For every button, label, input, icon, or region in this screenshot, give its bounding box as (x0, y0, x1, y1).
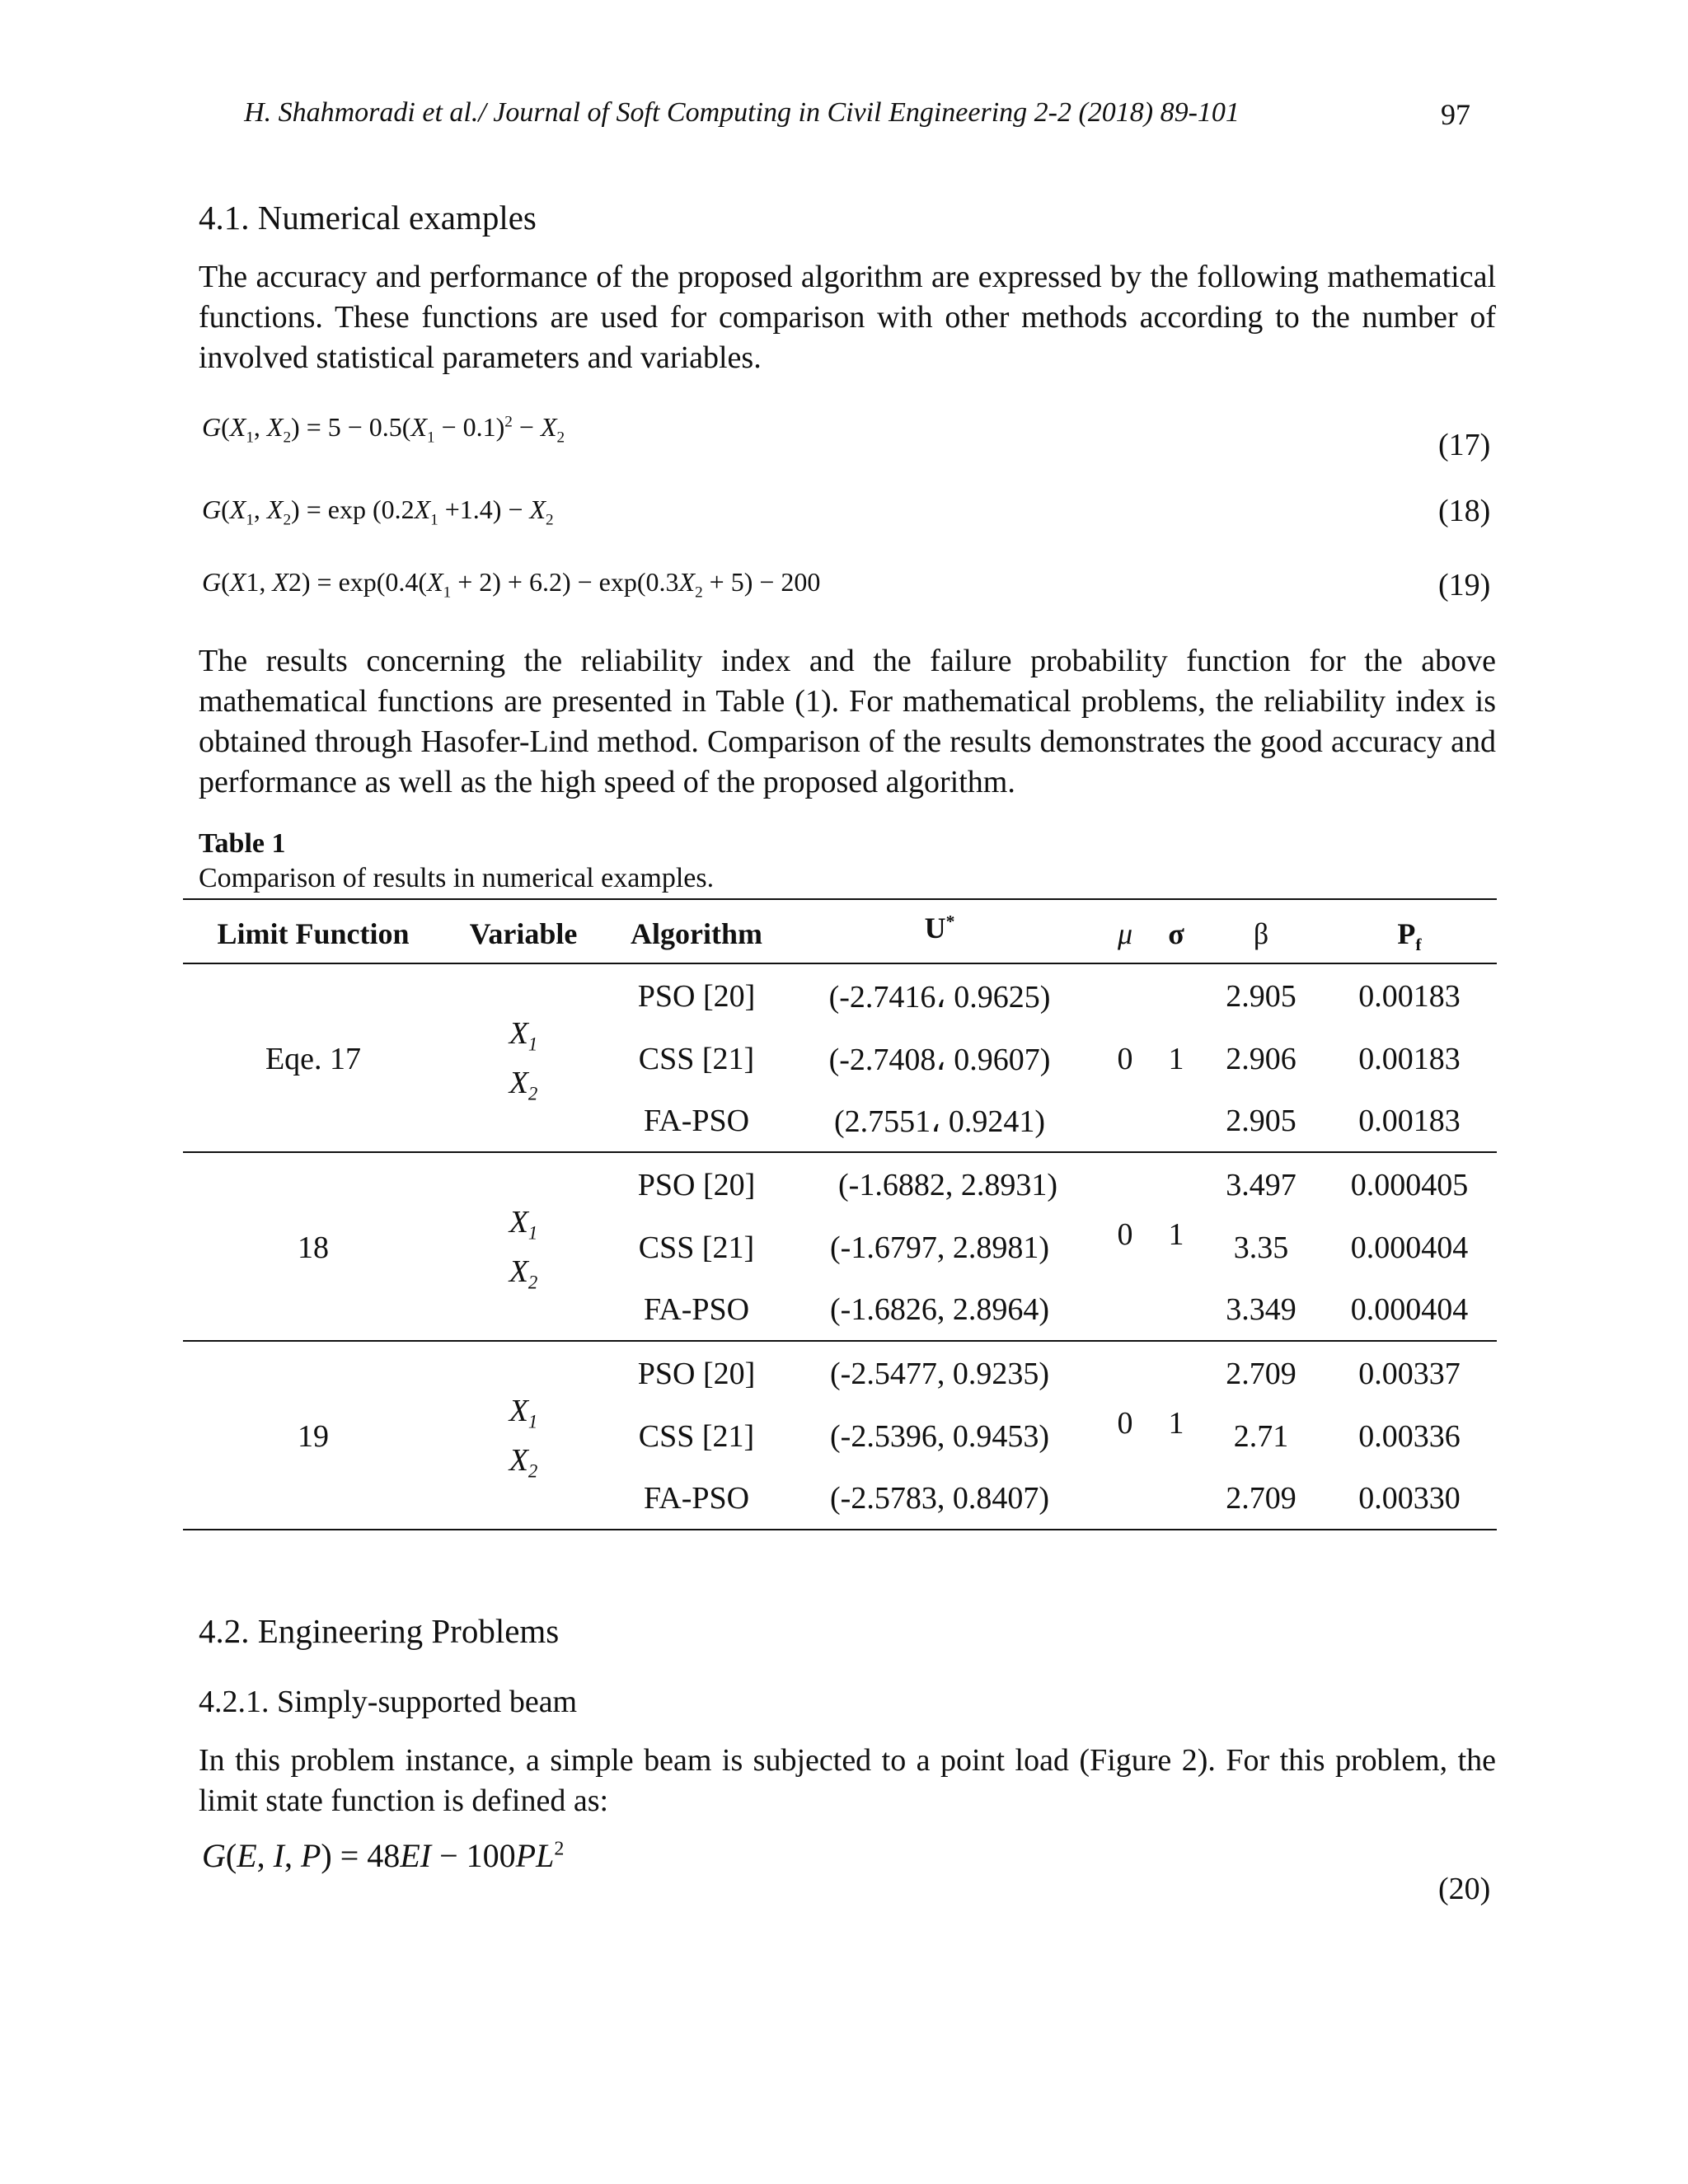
col-header-pf: $P_f$ (1397, 917, 1422, 955)
col-header-variable: Variable (469, 917, 578, 950)
group-2-limit-function: 18 (298, 1230, 329, 1265)
table-group-rule-1 (183, 1151, 1497, 1153)
table-header-rule (183, 963, 1497, 964)
table-group-rule-2 (183, 1340, 1497, 1342)
g1-r2-beta: 2.906 (1226, 1042, 1296, 1076)
subsection-title-4-2-1: 4.2.1. Simply-supported beam (199, 1685, 578, 1719)
group-3-limit-function: 19 (298, 1419, 329, 1454)
col-header-sigma: σ (1168, 917, 1184, 950)
g3-r1-pf: 0.00337 (1358, 1357, 1461, 1391)
g1-r3-beta: 2.905 (1226, 1104, 1296, 1138)
group-3-var-x1: $X_1$ (509, 1394, 538, 1432)
g2-r2-pf: 0.000404 (1350, 1230, 1469, 1265)
col-header-mu: μ (1117, 917, 1133, 950)
g3-r1-algorithm: PSO [20] (637, 1357, 756, 1391)
g2-r1-pf: 0.000405 (1350, 1168, 1469, 1202)
equation-17: $G(X_1$, $X_2) = 5 - 0.5(X_1 - 0.1)^2 - X_2$ (202, 412, 565, 447)
equation-17-number: (17) (1438, 428, 1491, 462)
g1-r1-beta: 2.905 (1226, 979, 1296, 1014)
g3-r2-beta: 2.71 (1233, 1419, 1289, 1454)
table-label: Table 1 (199, 828, 286, 859)
equation-19: G(X1, $X2) = \exp(0.4(X_1 + 2) + 6.2) - \exp(0.3X_2 + 5) - 200$ (202, 567, 821, 602)
g1-r3-pf: 0.00183 (1358, 1104, 1461, 1138)
g1-r1-u: (-2.7416، 0.9625) (828, 980, 1051, 1015)
g1-r3-algorithm: FA-PSO (643, 1104, 750, 1138)
g3-r3-pf: 0.00330 (1358, 1481, 1461, 1516)
page-number: 97 (1441, 98, 1470, 131)
g1-mu: 0 (1117, 1042, 1133, 1076)
g1-sigma: 1 (1168, 1042, 1184, 1076)
equation-20-number: (20) (1438, 1872, 1491, 1906)
g2-r1-algorithm: PSO [20] (637, 1168, 756, 1202)
g3-r1-u: (-2.5477, 0.9235) (830, 1357, 1049, 1391)
g1-r3-u: (2.7551، 0.9241) (833, 1104, 1046, 1139)
section-title-4-1: 4.1. Numerical examples (199, 199, 537, 237)
g3-sigma: 1 (1168, 1406, 1184, 1441)
group-2-var-x2: $X_2$ (509, 1254, 538, 1293)
group-1-var-x1: $X_1$ (509, 1016, 538, 1055)
g3-r2-algorithm: CSS [21] (638, 1419, 755, 1454)
g2-mu: 0 (1117, 1217, 1133, 1252)
g1-r2-algorithm: CSS [21] (638, 1042, 755, 1076)
beam-paragraph: In this problem instance, a simple beam is subjected to a point load (Figure 2). For this problem, the limit state function is defined as: (199, 1743, 1496, 1818)
table-top-rule (183, 898, 1497, 900)
results-paragraph: The results concerning the reliability index and the failure probability function for the above mathematical functions are presented in Table (1). For mathematical problems, the reliability index is obtained through Hasofer-Lind method. Comparison of the results demonstrates the good accuracy and performance as well as the high speed of the proposed algorithm. (199, 644, 1496, 799)
g2-r3-pf: 0.000404 (1350, 1292, 1469, 1327)
g2-r1-beta: 3.497 (1226, 1168, 1296, 1202)
g2-sigma: 1 (1168, 1217, 1184, 1252)
running-header: H. Shahmoradi et al./ Journal of Soft Computing in Civil Engineering 2-2 (2018) 89-101 (244, 97, 1240, 128)
group-1-limit-function: Eqe. 17 (265, 1042, 362, 1076)
g3-r3-u: (-2.5783, 0.8407) (830, 1481, 1049, 1516)
g2-r3-beta: 3.349 (1226, 1292, 1296, 1327)
g1-r1-pf: 0.00183 (1358, 979, 1461, 1014)
g3-r3-beta: 2.709 (1226, 1481, 1296, 1516)
col-header-beta: β (1253, 917, 1269, 950)
g2-r2-algorithm: CSS [21] (638, 1230, 755, 1265)
col-header-u-star: U* (924, 912, 955, 944)
col-header-algorithm: Algorithm (631, 917, 762, 950)
g2-r3-algorithm: FA-PSO (643, 1292, 750, 1327)
g2-r2-u: (-1.6797, 2.8981) (830, 1230, 1049, 1265)
intro-paragraph: The accuracy and performance of the proposed algorithm are expressed by the following mathematical functions. These functions are used for comparison with other methods according to the number of involved statistical parameters and variables. (199, 260, 1496, 375)
g3-r2-pf: 0.00336 (1358, 1419, 1461, 1454)
g2-r2-beta: 3.35 (1233, 1230, 1289, 1265)
table-caption: Comparison of results in numerical examples. (199, 863, 715, 893)
g3-r1-beta: 2.709 (1226, 1357, 1296, 1391)
g1-r2-pf: 0.00183 (1358, 1042, 1461, 1076)
g3-r2-u: (-2.5396, 0.9453) (830, 1419, 1049, 1454)
group-3-var-x2: $X_2$ (509, 1443, 538, 1482)
group-1-var-x2: $X_2$ (509, 1066, 538, 1104)
g3-mu: 0 (1117, 1406, 1133, 1441)
g2-r3-u: (-1.6826, 2.8964) (830, 1292, 1049, 1327)
g3-r3-algorithm: FA-PSO (643, 1481, 750, 1516)
g1-r2-u: (-2.7408، 0.9607) (828, 1043, 1051, 1077)
table-bottom-rule (183, 1529, 1497, 1530)
equation-19-number: (19) (1438, 568, 1491, 602)
equation-18-number: (18) (1438, 494, 1491, 528)
col-header-limit-function: Limit Function (217, 917, 410, 950)
g2-r1-u: (-1.6882, 2.8931) (838, 1168, 1057, 1202)
equation-20: G(E, I, $P) = 48EI - 100PL^2$ (202, 1837, 565, 1874)
group-2-var-x1: $X_1$ (509, 1205, 538, 1244)
g1-r1-algorithm: PSO [20] (637, 979, 756, 1014)
section-title-4-2: 4.2. Engineering Problems (199, 1612, 560, 1650)
equation-18: $G(X_1$, $X_2) = \exp (0.2X_1 +1.4) - X_2$ (202, 494, 554, 529)
